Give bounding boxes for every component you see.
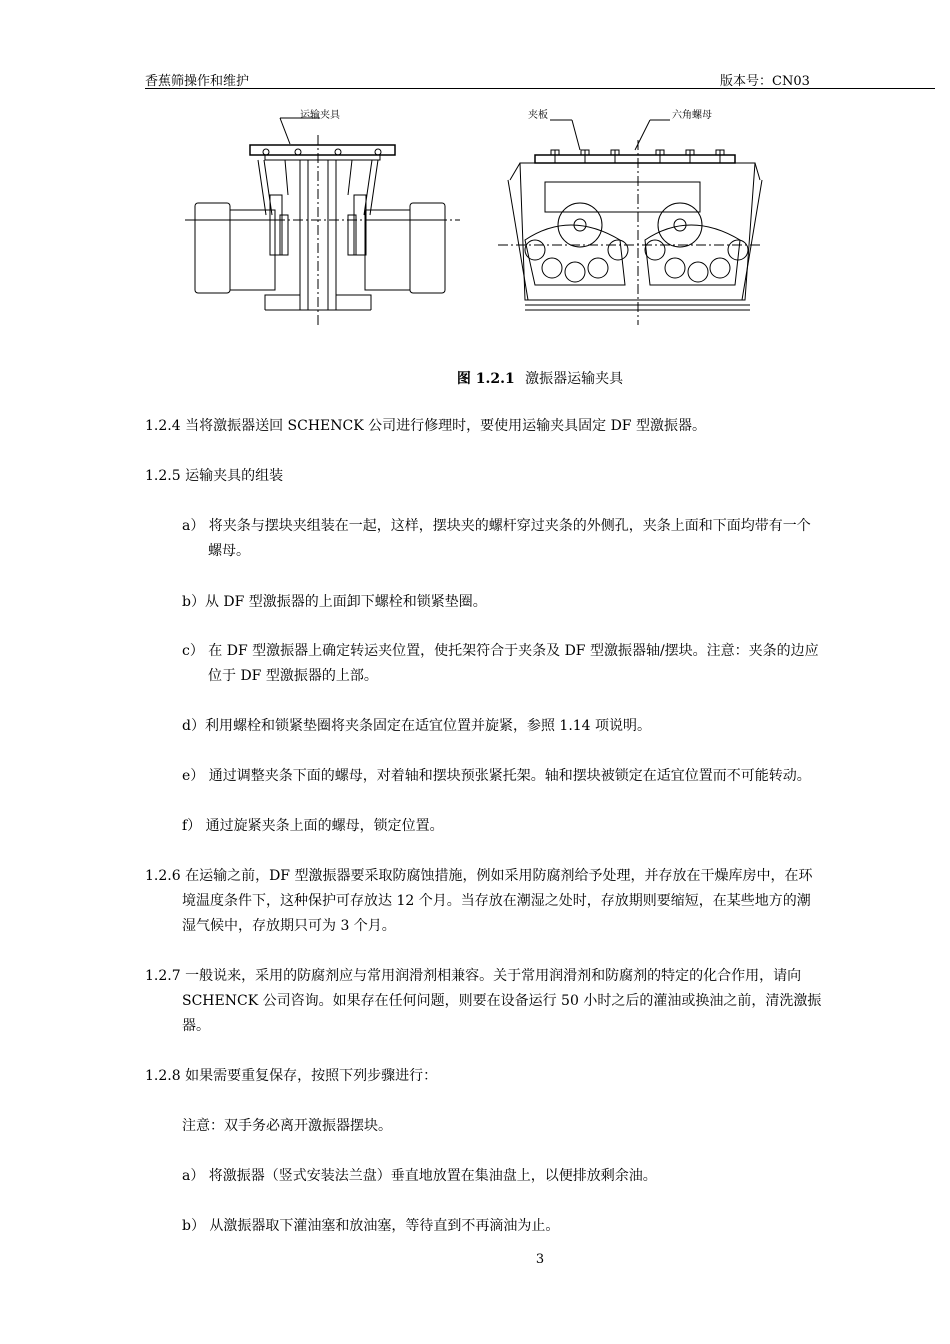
item-f: f） 通过旋紧夹条上面的螺母，锁定位置。 [182,818,444,834]
figure-drawing [180,100,780,330]
header-version: 版本号：CN03 [720,74,810,89]
para-1-2-7-line3: 器。 [182,1018,210,1034]
left-view [185,118,460,325]
right-view [498,120,762,325]
para-1-2-6-line2: 境温度条件下，这种保护可存放达 12 个月。当存放在潮湿之处时，存放期则要缩短，在某些地方的潮 [182,893,811,909]
label-clamp-plate: 夹板 [528,110,548,121]
para-1-2-6-line1: 1.2.6 在运输之前，DF 型激振器要采取防腐蚀措施，例如采用防腐剂给予处理，并存放在干燥库房中，在环 [145,868,813,884]
step-b: b） 从激振器取下灌油塞和放油塞，等待直到不再滴油为止。 [182,1218,560,1234]
header-title: 香蕉筛操作和维护 [145,74,250,89]
label-hex-nut: 六角螺母 [672,110,712,121]
para-1-2-7-line1: 1.2.7 一般说来，采用的防腐剂应与常用润滑剂相兼容。关于常用润滑剂和防腐剂的特定的化合作用，请向 [145,968,802,984]
caption-number: 图 1.2.1 [456,371,515,387]
item-e: e） 通过调整夹条下面的螺母，对着轴和摆块预张紧托架。轴和摆块被锁定在适宜位置而不可能转动。 [182,768,811,784]
header-rule [145,88,935,89]
para-1-2-7-line2: SCHENCK 公司咨询。如果存在任何问题，则要在设备运行 50 小时之后的灌油或换油之前，清洗激振 [182,993,822,1009]
figure-caption [0,368,950,388]
item-c-line2: 位于 DF 型激振器的上部。 [208,668,378,684]
para-1-2-6-line3: 湿气候中，存放期只可为 3 个月。 [182,918,396,934]
note: 注意：双手务必离开激振器摆块。 [182,1118,392,1134]
page-number: 3 [535,1252,545,1267]
item-a-line1: a） 将夹条与摆块夹组装在一起，这样，摆块夹的螺杆穿过夹条的外侧孔，夹条上面和下面均带有一个 [182,518,811,534]
para-1-2-8: 1.2.8 如果需要重复保存，按照下列步骤进行： [145,1068,438,1084]
item-c-line1: c） 在 DF 型激振器上确定转运夹位置，使托架符合于夹条及 DF 型激振器轴/摆块。注意：夹条的边应 [182,643,819,659]
caption-text: 激振器运输夹具 [525,371,624,387]
step-a: a） 将激振器（竖式安装法兰盘）垂直地放置在集油盘上，以便排放剩余油。 [182,1168,657,1184]
item-a-line2: 螺母。 [208,543,250,559]
item-d: d）利用螺栓和锁紧垫圈将夹条固定在适宜位置并旋紧，参照 1.14 项说明。 [182,718,652,734]
item-b: b）从 DF 型激振器的上面卸下螺栓和锁紧垫圈。 [182,594,487,610]
para-1-2-4: 1.2.4 当将激振器送回 SCHENCK 公司进行修理时，要使用运输夹具固定 DF 型激振器。 [145,418,706,434]
para-1-2-5: 1.2.5 运输夹具的组装 [145,468,284,484]
label-transport-fixture: 运输夹具 [300,110,340,121]
